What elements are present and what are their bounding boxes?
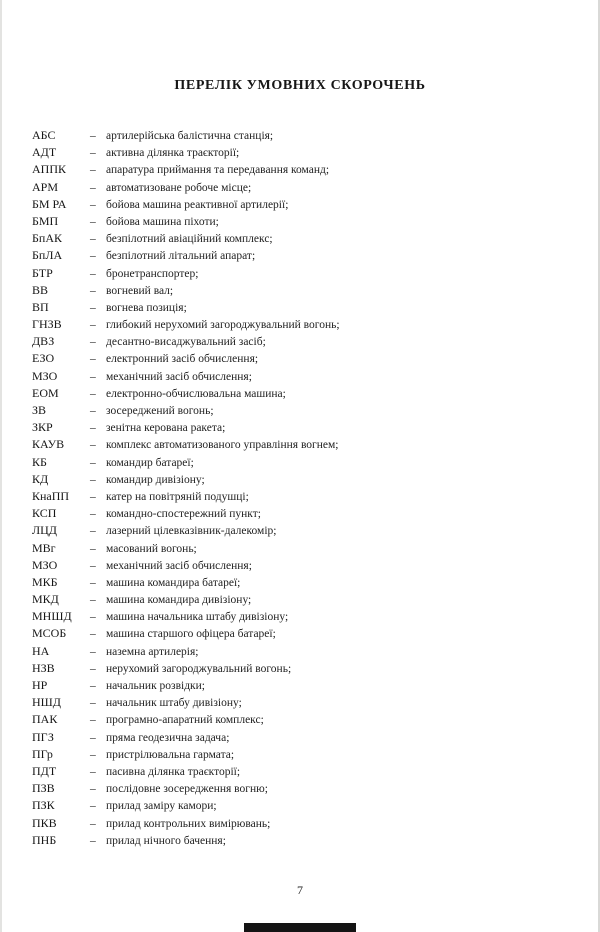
abbreviation-term: БпАК — [32, 231, 62, 246]
abbreviation-term: БпЛА — [32, 248, 63, 263]
abbreviation-definition: прилад нічного бачення; — [106, 834, 226, 847]
abbreviation-definition: вогневий вал; — [106, 284, 174, 297]
separator-dash: – — [90, 576, 96, 589]
abbreviation-term: БМ РА — [32, 196, 67, 211]
list-item — [32, 747, 582, 764]
abbreviation-definition: машина командира батареї; — [106, 576, 241, 589]
abbreviation-term: АБС — [32, 128, 56, 142]
separator-dash: – — [90, 662, 96, 675]
list-item — [32, 833, 582, 850]
abbreviation-definition: бронетранспортер; — [106, 267, 199, 280]
list-item — [32, 300, 582, 317]
list-item — [32, 231, 582, 248]
abbreviation-definition: вогнева позиція; — [106, 301, 187, 314]
list-item — [32, 334, 582, 351]
abbreviation-definition: командир дивізіону; — [106, 473, 205, 486]
separator-dash: – — [90, 473, 96, 486]
abbreviation-definition: лазерний цілевказівник-далекомір; — [106, 525, 277, 538]
separator-dash: – — [90, 422, 96, 435]
separator-dash: – — [90, 783, 96, 796]
list-item — [32, 661, 582, 678]
list-item — [32, 351, 582, 368]
list-item — [32, 214, 582, 231]
list-item — [32, 644, 582, 661]
abbreviation-term: МВг — [32, 540, 56, 555]
separator-dash: – — [90, 748, 96, 761]
list-item — [32, 437, 582, 454]
abbreviation-definition: бойова машина піхоти; — [106, 215, 219, 228]
abbreviation-definition: наземна артилерія; — [106, 645, 199, 658]
list-item — [32, 386, 582, 403]
abbreviation-definition: безпілотний літальний апарат; — [106, 250, 256, 263]
separator-dash: – — [90, 284, 96, 297]
separator-dash: – — [90, 490, 96, 503]
abbreviation-definition: електронно-обчислювальна машина; — [106, 387, 286, 400]
list-item — [32, 558, 582, 575]
abbreviation-definition: зенітна керована ракета; — [106, 422, 226, 435]
abbreviation-term: ПДТ — [32, 763, 57, 778]
abbreviation-definition: прилад контрольних вимірювань; — [106, 817, 271, 830]
abbreviation-definition: автоматизоване робоче місце; — [106, 181, 252, 194]
abbreviation-list — [2, 128, 598, 850]
list-item — [32, 455, 582, 472]
abbreviation-term: КБ — [32, 454, 47, 469]
abbreviation-definition: начальник розвідки; — [106, 680, 205, 692]
separator-dash: – — [90, 508, 96, 521]
abbreviation-definition: машина начальника штабу дивізіону; — [106, 611, 289, 624]
abbreviation-definition: командно-спостережний пункт; — [106, 508, 261, 521]
separator-dash: – — [90, 353, 96, 366]
list-item — [32, 781, 582, 798]
abbreviation-term: ПГЗ — [32, 729, 54, 744]
list-item — [32, 506, 582, 523]
list-item — [32, 248, 582, 265]
abbreviation-term: МЗО — [32, 557, 58, 572]
separator-dash: – — [90, 405, 96, 417]
separator-dash: – — [90, 765, 96, 778]
list-item — [32, 489, 582, 506]
list-item — [32, 369, 582, 386]
abbreviation-definition: безпілотний авіаційний комплекс; — [106, 233, 273, 246]
list-item — [32, 266, 582, 283]
abbreviation-term: АППК — [32, 162, 67, 177]
list-item — [32, 730, 582, 747]
list-item — [32, 283, 582, 300]
abbreviation-term: НШД — [32, 695, 61, 710]
abbreviation-definition: начальник штабу дивізіону; — [106, 697, 242, 710]
list-item — [32, 626, 582, 643]
abbreviation-term: ПАК — [32, 712, 58, 727]
abbreviation-term: КД — [32, 471, 49, 486]
abbreviation-term: ГНЗВ — [32, 317, 62, 332]
abbreviation-definition: програмно-апаратний комплекс; — [106, 714, 264, 727]
list-item — [32, 403, 582, 420]
abbreviation-definition: нерухомий загороджувальний вогонь; — [106, 662, 292, 675]
separator-dash: – — [90, 336, 96, 349]
abbreviation-definition: машина командира дивізіону; — [106, 594, 252, 607]
abbreviation-definition: послідовне зосередження вогню; — [106, 783, 268, 796]
abbreviation-definition: пасивна ділянка траєкторії; — [106, 765, 241, 778]
abbreviation-term: КнаПП — [32, 488, 70, 503]
separator-dash: – — [90, 594, 96, 607]
separator-dash: – — [90, 645, 96, 658]
separator-dash: – — [90, 250, 96, 263]
abbreviation-term: ЕОМ — [32, 385, 59, 400]
separator-dash: – — [90, 456, 96, 469]
abbreviation-term: НР — [32, 678, 48, 692]
separator-dash: – — [90, 267, 96, 280]
abbreviation-definition: механічний засіб обчислення; — [106, 559, 252, 572]
abbreviation-term: КСП — [32, 506, 57, 521]
abbreviation-definition: машина старшого офіцера батареї; — [106, 628, 276, 641]
abbreviation-definition: механічний засіб обчислення; — [106, 370, 252, 383]
abbreviation-definition: катер на повітряній подушці; — [106, 490, 249, 503]
separator-dash: – — [90, 387, 96, 400]
abbreviation-definition: зосереджений вогонь; — [106, 405, 214, 417]
list-item — [32, 523, 582, 540]
separator-dash: – — [90, 628, 96, 641]
list-item — [32, 197, 582, 214]
abbreviation-term: ЗВ — [32, 403, 47, 417]
separator-dash: – — [90, 714, 96, 727]
list-item — [32, 317, 582, 334]
list-item — [32, 678, 582, 695]
list-item — [32, 145, 582, 162]
abbreviation-term: ДВЗ — [32, 334, 55, 349]
abbreviation-term: ПЗВ — [32, 781, 55, 796]
abbreviation-term: МЗО — [32, 368, 58, 383]
separator-dash: – — [90, 731, 96, 744]
separator-dash: – — [90, 697, 96, 710]
page-number: 7 — [297, 883, 303, 897]
abbreviation-definition: апаратура приймання та передавання команд; — [106, 164, 330, 177]
list-item — [32, 695, 582, 712]
separator-dash: – — [90, 559, 96, 572]
list-item — [32, 128, 582, 145]
list-item — [32, 712, 582, 729]
abbreviation-term: МКБ — [32, 574, 58, 589]
abbreviation-term: АДТ — [32, 145, 57, 160]
list-item — [32, 609, 582, 626]
list-item — [32, 592, 582, 609]
separator-dash: – — [90, 301, 96, 314]
list-item — [32, 180, 582, 197]
abbreviation-term: БМП — [32, 213, 59, 228]
abbreviation-definition: бойова машина реактивної артилерії; — [106, 198, 289, 211]
list-item — [32, 541, 582, 558]
separator-dash: – — [90, 525, 96, 538]
list-item — [32, 575, 582, 592]
separator-dash: – — [90, 439, 96, 452]
separator-dash: – — [90, 233, 96, 246]
separator-dash: – — [90, 680, 96, 692]
abbreviation-definition: глибокий нерухомий загороджувальний вогонь; — [106, 319, 340, 332]
abbreviation-term: ЕЗО — [32, 351, 55, 366]
abbreviation-term: НА — [32, 643, 50, 658]
separator-dash: – — [90, 181, 96, 194]
separator-dash: – — [90, 542, 96, 555]
separator-dash: – — [90, 198, 96, 211]
home-indicator-bar — [244, 923, 356, 932]
abbreviation-term: ЛЦД — [32, 523, 57, 538]
abbreviation-definition: артилерійська балістична станція; — [106, 130, 274, 142]
abbreviation-definition: активна ділянка траєкторії; — [106, 147, 240, 160]
abbreviation-definition: прилад заміру камори; — [106, 800, 217, 813]
list-item — [32, 764, 582, 781]
abbreviation-term: ПЗК — [32, 798, 55, 813]
separator-dash: – — [90, 370, 96, 383]
separator-dash: – — [90, 834, 96, 847]
separator-dash: – — [90, 800, 96, 813]
separator-dash: – — [90, 817, 96, 830]
separator-dash: – — [90, 130, 96, 142]
separator-dash: – — [90, 164, 96, 177]
abbreviation-term: ПГр — [32, 746, 53, 761]
abbreviation-definition: пристрілювальна гармата; — [106, 748, 235, 761]
abbreviation-definition: командир батареї; — [106, 456, 194, 469]
abbreviation-term: ЗКР — [32, 420, 53, 435]
list-item — [32, 420, 582, 437]
abbreviation-term: АРМ — [32, 179, 59, 194]
list-item — [32, 162, 582, 179]
list-item — [32, 472, 582, 489]
abbreviation-term: ВВ — [32, 282, 49, 297]
abbreviation-term: КАУВ — [32, 437, 65, 452]
abbreviation-definition: пряма геодезична задача; — [106, 731, 230, 744]
abbreviation-definition: комплекс автоматизованого управління вогнем; — [106, 439, 339, 452]
abbreviation-term: ПКВ — [32, 815, 57, 830]
abbreviation-definition: масований вогонь; — [106, 542, 197, 555]
separator-dash: – — [90, 147, 96, 160]
abbreviation-term: ПНБ — [32, 832, 57, 847]
abbreviation-definition: десантно-висаджувальний засіб; — [106, 336, 266, 349]
list-item — [32, 798, 582, 815]
abbreviation-term: ВП — [32, 299, 49, 314]
separator-dash: – — [90, 611, 96, 624]
abbreviation-term: МКД — [32, 592, 59, 607]
page-title: ПЕРЕЛІК УМОВНИХ СКОРОЧЕНЬ — [174, 78, 426, 93]
abbreviation-definition: електронний засіб обчислення; — [106, 353, 259, 366]
abbreviation-term: НЗВ — [32, 660, 55, 675]
abbreviation-term: БТР — [32, 265, 53, 280]
separator-dash: – — [90, 319, 96, 332]
abbreviation-term: МНШД — [32, 609, 72, 624]
separator-dash: – — [90, 215, 96, 228]
abbreviation-term: МСОБ — [32, 626, 67, 641]
list-item — [32, 816, 582, 833]
